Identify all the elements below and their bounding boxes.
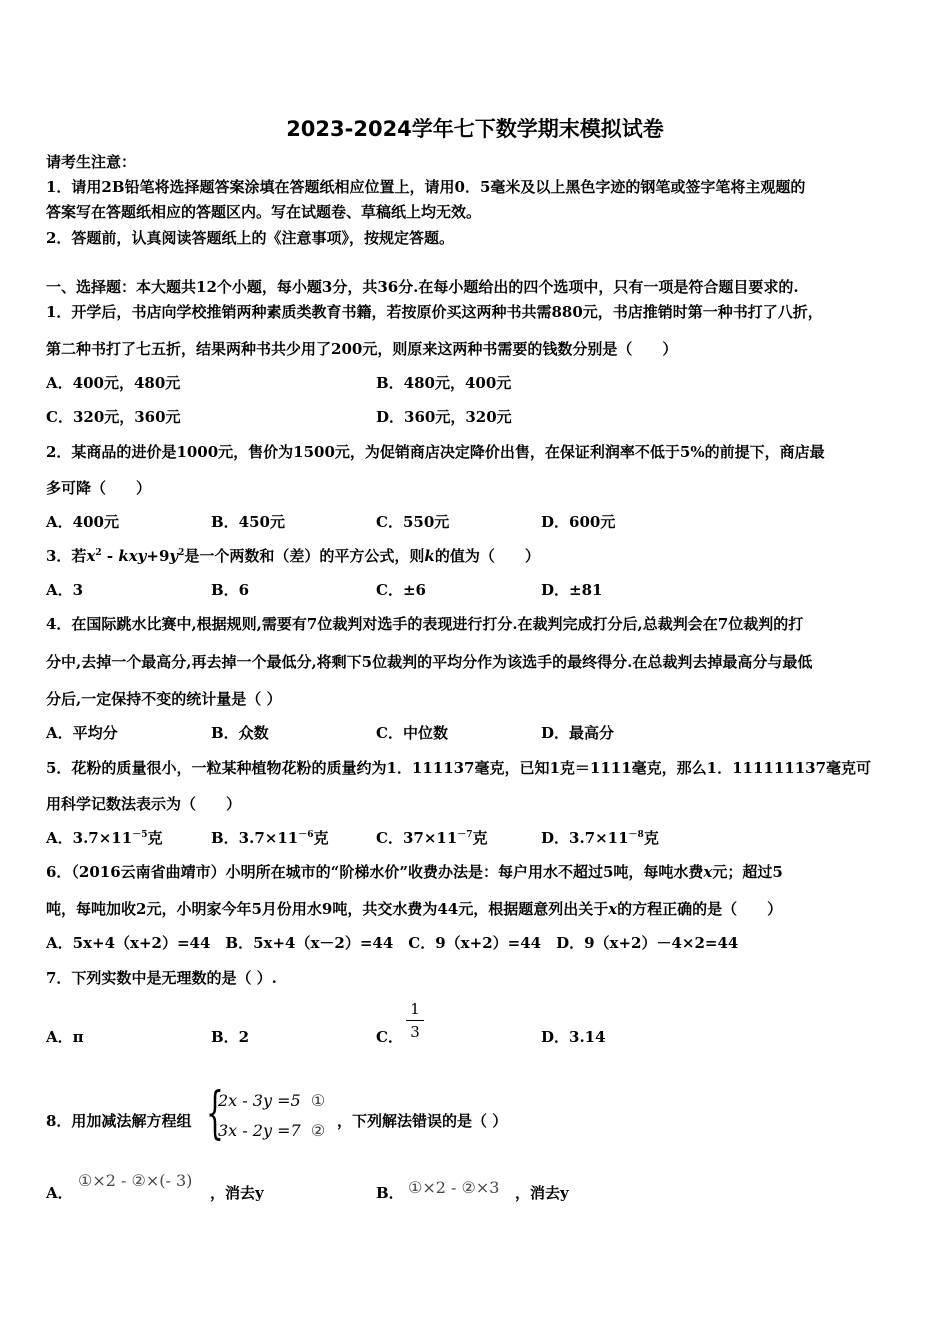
equation-system: 2x - 3y =5 ① 3x - 2y =7 ② xyxy=(218,1091,326,1140)
q8-option-b-label: B． xyxy=(376,1184,404,1202)
q4-option-a: A．平均分 xyxy=(46,724,118,742)
q4-option-d: D．最高分 xyxy=(541,724,615,742)
notice-heading: 请考生注意： xyxy=(46,153,137,171)
q1-option-c: C．320元，360元 xyxy=(46,408,181,426)
q8-stem-pre: 8．用加减法解方程组 xyxy=(46,1112,192,1130)
q1-line1: 1．开学后，书店向学校推销两种素质类教育书籍，若按原价买这两种书共需880元，书店推销时第一种书打了八折， xyxy=(46,303,823,321)
notice-item-1a: 1．请用2B铅笔将选择题答案涂填在答题纸相应位置上，请用0．5毫米及以上黑色字迹的钢笔或签字笔将主观题的 xyxy=(46,178,806,196)
q3-stem: 3．若$x^2 - kxy+9y^2$是一个两数和（差）的平方公式，则k的值为（ ） xyxy=(46,547,540,565)
q2-option-c: C．550元 xyxy=(376,513,450,531)
notice-item-2: 2．答题前，认真阅读答题纸上的《注意事项》，按规定答题。 xyxy=(46,229,454,247)
q8-option-a-text: ，消去y xyxy=(210,1184,264,1202)
q4-line1: 4．在国际跳水比赛中,根据规则,需要有7位裁判对选手的表现进行打分.在裁判完成打分后,总裁判会在7位裁判的打 xyxy=(46,615,804,633)
q2-line1: 2．某商品的进价是1000元，售价为1500元，为促销商店决定降价出售，在保证利润率不低于5%的前提下，商店最 xyxy=(46,443,825,461)
q2-option-d: D．600元 xyxy=(541,513,616,531)
q8-stem-post: ，下列解法错误的是（ ） xyxy=(337,1112,508,1130)
q8-option-a-label: A． xyxy=(46,1184,73,1202)
q5-option-a: A．$3.7\times 11^{-5}$克 xyxy=(46,829,163,847)
q7-option-a: A．π xyxy=(46,1028,84,1046)
q8-option-b-text: ，消去y xyxy=(515,1184,569,1202)
q5-line1: 5．花粉的质量很小，一粒某种植物花粉的质量约为1．111137毫克，已知1克＝1111毫克，那么1．111111137毫克可 xyxy=(46,759,872,777)
q4-line3: 分后,一定保持不变的统计量是（ ） xyxy=(46,690,282,708)
q5-option-d: D．$3.7\times 11^{-8}$克 xyxy=(541,829,659,847)
q1-line2: 第二种书打了七五折，结果两种书共少用了200元，则原来这两种书需要的钱数分别是（ ） xyxy=(46,340,678,358)
q1-option-b: B．480元，400元 xyxy=(376,374,512,392)
q5-option-b: B．$3.7\times 11^{-6}$克 xyxy=(211,829,329,847)
q7-line1: 7．下列实数中是无理数的是（ ）. xyxy=(46,969,277,987)
q3-option-d: D．±81 xyxy=(541,581,603,599)
q3-option-a: A．3 xyxy=(46,581,84,599)
q4-option-b: B．众数 xyxy=(211,724,269,742)
q8-option-a-expr: ①×2 - ②×(- 3) xyxy=(78,1171,193,1190)
q6-line2: 吨，每吨加收2元，小明家今年5月份用水9吨，共交水费为44元，根据题意列出关于x的方程正确的是（ ） xyxy=(46,900,783,918)
q3-option-b: B．6 xyxy=(211,581,250,599)
q7-option-b: B．2 xyxy=(211,1028,250,1046)
brace-icon: { xyxy=(206,1081,224,1146)
q3-option-c: C．±6 xyxy=(376,581,426,599)
q7-option-d: D．3.14 xyxy=(541,1028,606,1046)
section-heading: 一、选择题：本大题共12个小题，每小题3分，共36分.在每小题给出的四个选项中，只有一项是符合题目要求的. xyxy=(46,278,799,296)
q6-line1: 6．（2016云南省曲靖市）小明所在城市的“阶梯水价”收费办法是：每户用水不超过5吨，每吨水费x元；超过5 xyxy=(46,863,783,881)
q4-option-c: C．中位数 xyxy=(376,724,448,742)
q1-option-a: A．400元，480元 xyxy=(46,374,181,392)
q5-option-c: C．$37\times 11^{-7}$克 xyxy=(376,829,488,847)
q7-fraction: 1 3 xyxy=(406,1000,424,1041)
q1-option-d: D．360元，320元 xyxy=(376,408,512,426)
q5-line2: 用科学记数法表示为（ ） xyxy=(46,795,242,813)
q8-option-b-expr: ①×2 - ②×3 xyxy=(408,1178,500,1197)
q4-line2: 分中,去掉一个最高分,再去掉一个最低分,将剩下5位裁判的平均分作为该选手的最终得分.在总裁判去掉最高分与最低 xyxy=(46,653,813,671)
q2-option-b: B．450元 xyxy=(211,513,285,531)
q2-option-a: A．400元 xyxy=(46,513,119,531)
notice-item-1b: 答案写在答题纸相应的答题区内。写在试题卷、草稿纸上均无效。 xyxy=(46,203,482,221)
q7-option-c: C． xyxy=(376,1028,403,1046)
q6-options: A．5x+4（x+2）=44 B．5x+4（x－2）=44 C．9（x+2）=44 D．9（x+2）－4×2=44 xyxy=(46,934,739,952)
q2-line2: 多可降（ ） xyxy=(46,479,152,497)
page-title: 2023-2024学年七下数学期末模拟试卷 xyxy=(286,117,664,141)
